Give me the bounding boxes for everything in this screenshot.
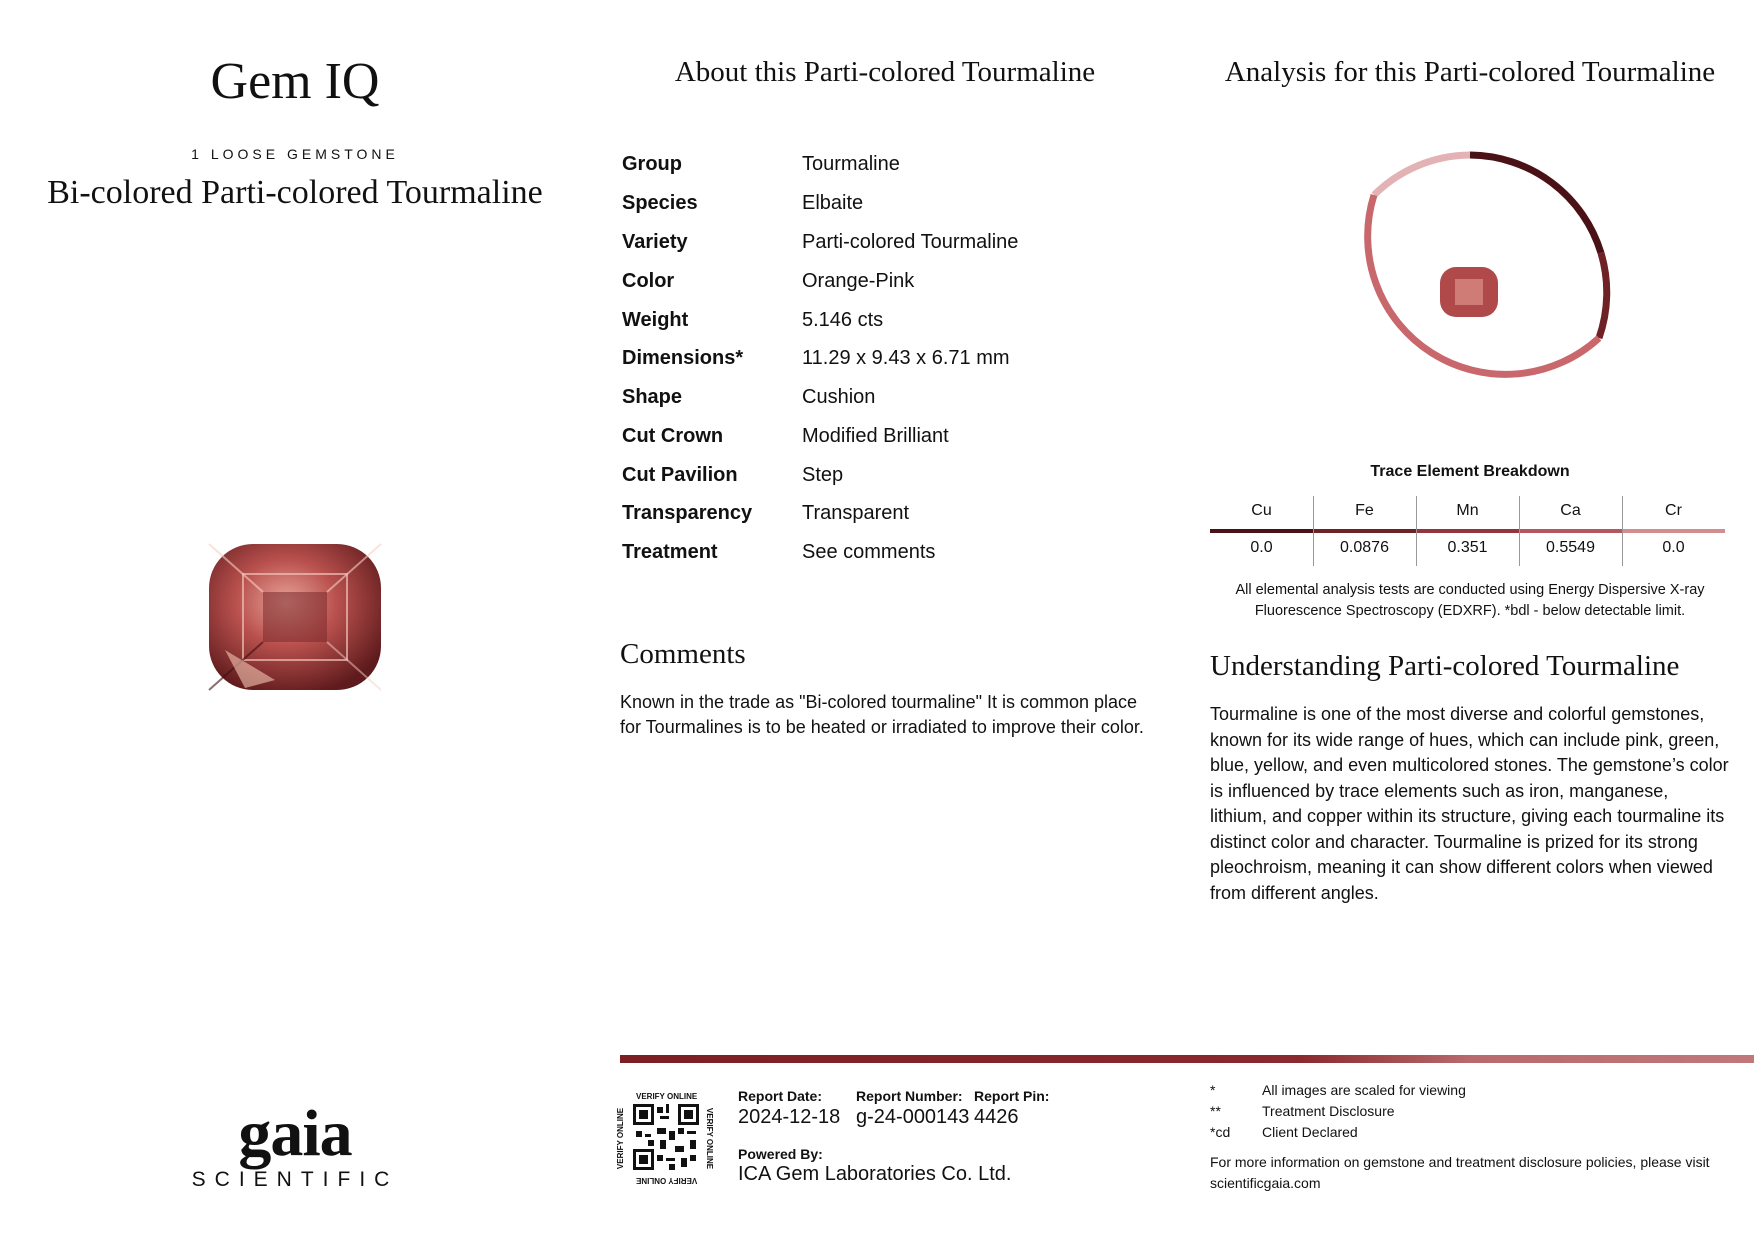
report-pin-value: 4426	[974, 1106, 1019, 1128]
property-row	[622, 425, 1142, 455]
ring-segment-dark	[1470, 155, 1601, 253]
report-pin-label: Report Pin:	[974, 1088, 1050, 1104]
element-value: 0.5549	[1546, 539, 1595, 556]
legend-text: All images are scaled for viewing	[1262, 1082, 1466, 1098]
about-title: About this Parti-colored Tourmaline	[674, 56, 1096, 88]
property-row	[622, 309, 1142, 339]
element-symbol: Fe	[1355, 502, 1374, 519]
qr-code[interactable]	[633, 1104, 699, 1170]
property-value: Step	[802, 464, 844, 486]
element-symbol: Cu	[1251, 502, 1272, 519]
trace-element-table	[1210, 493, 1725, 569]
analysis-title: Analysis for this Parti-colored Tourmaline	[1224, 56, 1716, 88]
stone-name: Bi-colored Parti-colored Tourmaline	[47, 174, 543, 211]
element-value: 0.0	[1250, 539, 1273, 556]
property-value: Elbaite	[802, 192, 864, 214]
property-label: Species	[622, 192, 698, 214]
property-row	[622, 502, 1142, 532]
trace-element-note: All elemental analysis tests are conducted using Energy Dispersive X-ray Fluorescence Spectroscopy (EDXRF). *bdl - below detectable limit.	[1235, 582, 1705, 619]
powered-by-label: Powered By:	[738, 1146, 823, 1162]
property-label: Variety	[622, 231, 688, 253]
legend-symbol: *cd	[1210, 1124, 1231, 1140]
legend-symbol: **	[1210, 1103, 1221, 1119]
property-row	[622, 464, 1142, 494]
property-row	[622, 192, 1142, 222]
legend-text: Treatment Disclosure	[1262, 1103, 1395, 1119]
element-value: 0.0	[1662, 539, 1685, 556]
trace-bar-fe	[1313, 529, 1416, 533]
gem-thumbnail-table	[1455, 279, 1483, 305]
element-symbol: Mn	[1456, 502, 1479, 519]
property-label: Dimensions*	[622, 347, 744, 369]
understanding-text: Tourmaline is one of the most diverse and colorful gemstones, known for its wide range of hues, which can include pink, green, blue, yellow, and even multicolored stones. The gemstone’s color is influenced by trace elements such as iron, manganese, lithium, and copper within its structure, giving each tourmaline its distinct color and character. Tourmaline is prized for its strong pleochroism, meaning it can show different colors when viewed from different angles.	[1210, 704, 1729, 903]
gaia-logo-tagline: SCIENTIFIC	[191, 1168, 399, 1191]
property-row	[622, 541, 1142, 571]
report-date-label: Report Date:	[738, 1088, 823, 1104]
legend-text: Client Declared	[1262, 1124, 1358, 1140]
ring-segment-light	[1374, 155, 1470, 195]
property-row	[622, 347, 1142, 377]
property-value: See comments	[802, 541, 936, 563]
property-label: Cut Crown	[622, 425, 724, 447]
gemstone-image	[205, 540, 385, 696]
element-value: 0.351	[1447, 539, 1488, 556]
property-row	[622, 386, 1142, 416]
property-value: Modified Brilliant	[802, 425, 949, 447]
powered-by-value: ICA Gem Laboratories Co. Ltd.	[738, 1163, 1012, 1185]
gaia-logo: gaia	[238, 1097, 352, 1170]
brand-title: Gem IQ	[210, 53, 380, 110]
verify-qr-block[interactable]	[616, 1092, 715, 1185]
property-value: 5.146 cts	[802, 309, 884, 331]
disclosure-info: For more information on gemstone and treatment disclosure policies, please visit scientificgaia.com	[1210, 1154, 1710, 1191]
property-value: Tourmaline	[802, 153, 900, 175]
qr-label-bottom: VERIFY ONLINE	[636, 1176, 698, 1185]
qr-label-left: VERIFY ONLINE	[616, 1107, 626, 1170]
trace-bar-ca	[1519, 529, 1622, 533]
report-date-value: 2024-12-18	[738, 1106, 841, 1128]
report-number-value: g-24-000143	[856, 1106, 970, 1128]
property-label: Shape	[622, 386, 683, 408]
element-value: 0.0876	[1340, 539, 1389, 556]
report-number-label: Report Number:	[856, 1088, 963, 1104]
property-value: Parti-colored Tourmaline	[802, 231, 1019, 253]
property-label: Color	[622, 270, 675, 292]
property-label: Weight	[622, 309, 689, 331]
trace-element-title: Trace Element Breakdown	[1370, 463, 1570, 480]
stone-count: 1 LOOSE GEMSTONE	[191, 146, 399, 162]
footer-band	[620, 1055, 1754, 1063]
element-symbol: Ca	[1560, 502, 1581, 519]
trace-bar-cu	[1210, 529, 1313, 533]
gem-color-ring	[1325, 148, 1615, 438]
element-symbol: Cr	[1665, 502, 1682, 519]
property-label: Transparency	[622, 502, 753, 524]
property-value: 11.29 x 9.43 x 6.71 mm	[802, 347, 1010, 369]
property-label: Cut Pavilion	[622, 464, 738, 486]
qr-label-right: VERIFY ONLINE	[705, 1107, 715, 1170]
qr-label-top: VERIFY ONLINE	[636, 1092, 698, 1101]
property-row	[622, 270, 1142, 300]
property-label: Group	[622, 153, 682, 175]
property-value: Transparent	[802, 502, 910, 524]
trace-bar-mn	[1416, 529, 1519, 533]
ring-segment-medium-dark	[1599, 253, 1607, 338]
understanding-title: Understanding Parti-colored Tourmaline	[1210, 650, 1680, 682]
comments-title: Comments	[620, 638, 746, 670]
property-value: Cushion	[802, 386, 876, 408]
property-label: Treatment	[622, 541, 718, 563]
trace-bar-cr	[1622, 529, 1725, 533]
comments-text: Known in the trade as "Bi-colored tourmaline" It is common place for Tourmalines is to be heated or irradiated to improve their color.	[620, 692, 1144, 737]
legend-symbol: *	[1210, 1082, 1216, 1098]
property-row	[622, 153, 1142, 183]
property-value: Orange-Pink	[802, 270, 915, 292]
property-row	[622, 231, 1142, 261]
